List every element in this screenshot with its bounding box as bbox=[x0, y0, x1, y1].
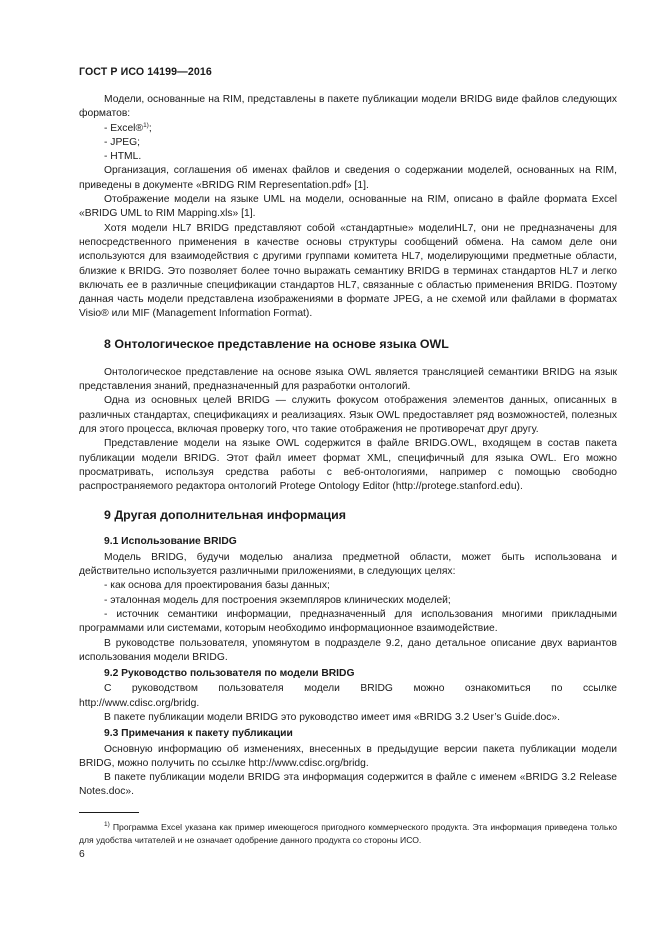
page-body bbox=[79, 93, 617, 846]
subsection-9-1-paragraph-1: Модель BRIDG, будучи моделью анализа предметной области, может быть использована и действительно используется различными приложениями, в следующих целях: bbox=[79, 551, 617, 578]
intro-paragraph-4: Хотя модели HL7 BRIDG представляют собой «стандартные» моделиHL7, они не предназначены для непосредственного применения в качестве основы структуры сообщений обмена. На самом деле они используются для взаимодействия с другими группами комитета HL7, моделирующими предметные области, близкие к BRIDG. Это позволяет более точно выражать семантику BRIDG в терминах стандартов HL7 и легко включать ее в различные спецификации стандартов HL7, связанные с областью применения BRIDG. Поэтому данная часть модели представлена изображениями в формате JPEG, а не схемой или файлами в форматах Visio® или MIF (Management Information Format). bbox=[79, 222, 617, 320]
section-9-heading: 9 Другая дополнительная информация bbox=[104, 508, 346, 523]
page-number: 6 bbox=[79, 849, 85, 860]
format-item-excel-text: - Excel® bbox=[104, 122, 144, 134]
word: пользователя bbox=[218, 683, 284, 695]
section-8-heading: 8 Онтологическое представление на основе языка OWL bbox=[104, 336, 449, 351]
intro-paragraph-3: Отображение модели на языке UML на модели, основанные на RIM, описано в файле формата Excel «BRIDG UML to RIM Mapping.xls» [1]. bbox=[79, 194, 617, 220]
subsection-9-3-paragraph-2: В пакете публикации модели BRIDG эта информация содержится в файле с именем «BRIDG 3.2 Release Notes.doc». bbox=[79, 772, 617, 798]
footnote bbox=[79, 821, 617, 847]
section-8-paragraph-3: Представление модели на языке OWL содержится в файле BRIDG.OWL, входящем в состав пакета публикации модели BRIDG. Этот файл имеет формат XML, специфичный для языка OWL. Его можно просматривать, используя средства работы с веб-онтологиями, например с помощью свободно распространяемого редактора онтологий Protege Ontology Editor (http://protege.stanford.edu). bbox=[79, 438, 617, 493]
subsection-9-2-heading: 9.2 Руководство пользователя по модели BRIDG bbox=[104, 668, 355, 680]
subsection-9-2-paragraph-2: В пакете публикации модели BRIDG это руководство имеет имя «BRIDG 3.2 User’s Guide.doc». bbox=[104, 711, 560, 723]
word: руководством bbox=[131, 683, 198, 695]
subsection-9-1-paragraph-2: В руководстве пользователя, упомянутом в подразделе 9.2, дано детальное описание двух вариантов использования модели BRIDG. bbox=[79, 637, 617, 663]
format-item-jpeg: - JPEG; bbox=[104, 136, 141, 148]
usage-item: - эталонная модель для построения экземпляров клинических моделей; bbox=[104, 594, 451, 606]
user-guide-url: http://www.cdisc.org/bridg. bbox=[79, 697, 200, 709]
footnote-marker: 1) bbox=[104, 820, 110, 828]
word: BRIDG bbox=[360, 683, 393, 695]
footnote-ref: 1) bbox=[143, 121, 149, 129]
subsection-9-3-paragraph-1: Основную информацию об изменениях, внесенных в предыдущие версии пакета публикации модели BRIDG, можно получить по ссылке http://www.cdisc.org/bridg. bbox=[79, 743, 617, 769]
usage-item: - источник семантики информации, предназначенный для использования многими прикладными программами или системами, которым необходимо информационное взаимодействие. bbox=[79, 608, 617, 635]
usage-item: - как основа для проектирования базы данных; bbox=[104, 580, 330, 592]
word: можно bbox=[413, 683, 445, 695]
word: по bbox=[551, 683, 563, 695]
intro-paragraph-1: Модели, основанные на RIM, представлены в пакете публикации модели BRIDG виде файлов следующих форматов: bbox=[79, 94, 617, 120]
section-8-paragraph-1: Онтологическое представление на основе языка OWL является трансляцией семантики BRIDG на язык представления знаний, предназначенный для разработки онтологий. bbox=[79, 366, 617, 393]
format-item-excel-punct: ; bbox=[148, 122, 152, 134]
intro-paragraph-2: Организация, соглашения об именах файлов и сведения о содержании моделей, основанных на RIM, приведены в документе «BRIDG RIM Representation.pdf» [1]. bbox=[79, 165, 617, 191]
word: С bbox=[104, 683, 112, 695]
running-header: ГОСТ Р ИСО 14199—2016 bbox=[79, 66, 212, 78]
footnote-text: Программа Excel указана как пример имеющегося пригодного коммерческого продукта. Эта информация приведена только для удобства читателей и не означает одобрение данного продукта со стороны ИСО. bbox=[79, 821, 617, 845]
subsection-9-3-heading: 9.3 Примечания к пакету публикации bbox=[104, 728, 293, 740]
footnote-separator bbox=[79, 812, 139, 813]
format-item-excel bbox=[79, 122, 617, 136]
word: ссылке bbox=[582, 683, 617, 695]
word: ознакомиться bbox=[464, 683, 531, 695]
section-8-paragraph-2: Одна из основных целей BRIDG — служить фокусом отображения элементов данных, описанных в различных стандартах, спецификациях и реализациях. Язык OWL предоставляет ряд возможностей, полезных для этого процесса, включая проверку того, что такие отображения не противоречат друг другу. bbox=[79, 395, 617, 435]
format-item-html: - HTML. bbox=[104, 151, 142, 163]
user-guide-link-line bbox=[79, 682, 617, 696]
subsection-9-1-heading: 9.1 Использование BRIDG bbox=[104, 536, 237, 548]
word: модели bbox=[304, 683, 340, 695]
